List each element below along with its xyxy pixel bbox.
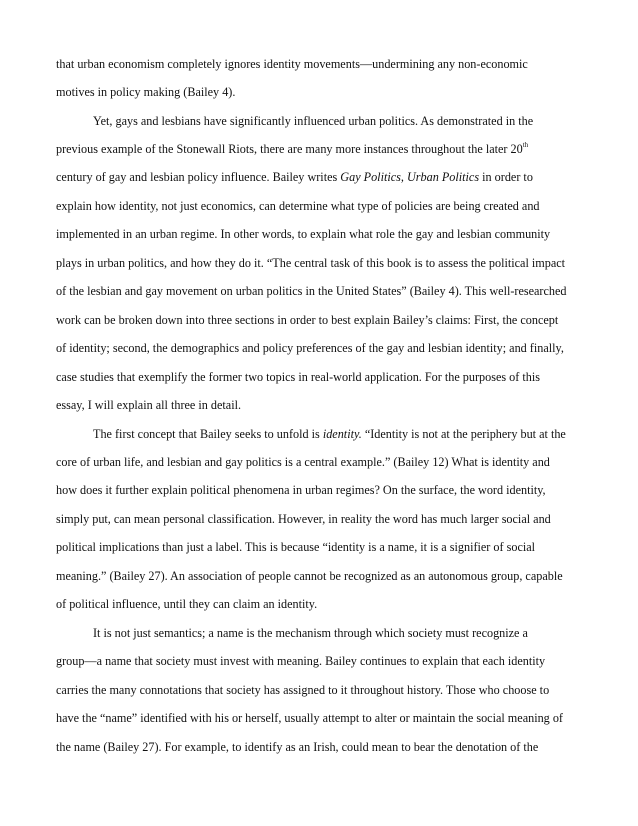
text-line bbox=[56, 142, 528, 156]
text-line: of political influence, until they can claim an identity. bbox=[56, 597, 318, 611]
text-line: core of urban life, and lesbian and gay politics is a central example.” (Bailey 12) What is identity and bbox=[56, 455, 550, 469]
text-line: of the lesbian and gay movement on urban politics in the United States” (Bailey 4). This well-researched bbox=[56, 284, 567, 298]
text-line: essay, I will explain all three in detail. bbox=[56, 398, 242, 412]
text-line: motives in policy making (Bailey 4). bbox=[56, 85, 236, 99]
text-line: explain how identity, not just economics, can determine what type of policies are being created and bbox=[56, 199, 540, 213]
text-span: The first concept that Bailey seeks to unfold is bbox=[93, 427, 323, 441]
text-span: century of gay and lesbian policy influence. Bailey writes bbox=[56, 170, 341, 184]
superscript: th bbox=[522, 140, 529, 149]
text-line: the name (Bailey 27). For example, to identify as an Irish, could mean to bear the denotation of the bbox=[56, 740, 539, 754]
emphasis: identity. bbox=[322, 427, 362, 441]
text-line: case studies that exemplify the former two topics in real-world application. For the purposes of this bbox=[56, 370, 540, 384]
text-line: plays in urban politics, and how they do it. “The central task of this book is to assess the political impact bbox=[56, 256, 566, 270]
text-line: of identity; second, the demographics and policy preferences of the gay and lesbian identity; and finally, bbox=[56, 341, 564, 355]
text-span: in order to bbox=[479, 170, 533, 184]
text-line: implemented in an urban regime. In other words, to explain what role the gay and lesbian community bbox=[56, 227, 551, 241]
text-line: work can be broken down into three sections in order to best explain Bailey’s claims: First, the concept bbox=[56, 313, 559, 327]
text-line bbox=[56, 170, 533, 184]
text-line: political implications than just a label. This is because “identity is a name, it is a signifier of social bbox=[56, 540, 536, 554]
text-line: that urban economism completely ignores identity movements—undermining any non-economic bbox=[56, 57, 528, 71]
text-span: previous example of the Stonewall Riots, there are many more instances throughout the later 20 bbox=[56, 142, 523, 156]
text-line: Yet, gays and lesbians have significantly influenced urban politics. As demonstrated in the bbox=[93, 114, 534, 128]
text-line bbox=[93, 427, 566, 441]
text-line: group—a name that society must invest with meaning. Bailey continues to explain that each identity bbox=[56, 654, 546, 668]
text-span: “Identity is not at the periphery but at the bbox=[361, 427, 566, 441]
text-line: simply put, can mean personal classification. However, in reality the word has much larger social and bbox=[56, 512, 551, 526]
text-line: how does it further explain political phenomena in urban regimes? On the surface, the word identity, bbox=[56, 483, 546, 497]
text-line: It is not just semantics; a name is the mechanism through which society must recognize a bbox=[93, 626, 528, 640]
text-line: carries the many connotations that society has assigned to it throughout history. Those who choose to bbox=[56, 683, 550, 697]
book-title: Gay Politics, Urban Politics bbox=[340, 170, 480, 184]
text-line: have the “name” identified with his or herself, usually attempt to alter or maintain the social meaning of bbox=[56, 711, 563, 725]
text-line: meaning.” (Bailey 27). An association of people cannot be recognized as an autonomous group, capable bbox=[56, 569, 563, 583]
